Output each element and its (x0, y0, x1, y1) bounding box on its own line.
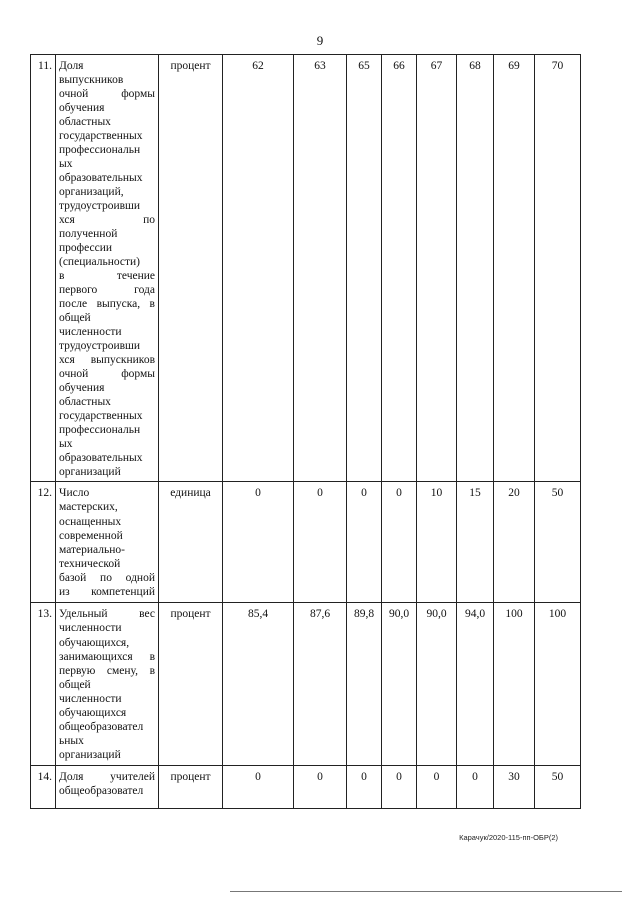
indicator-name (56, 603, 159, 766)
indicator-value: 100 (535, 603, 581, 766)
indicator-value: 63 (294, 55, 347, 482)
table-row (31, 766, 581, 809)
indicator-name-line: численности (59, 326, 122, 339)
indicator-value: 85,4 (223, 603, 294, 766)
indicator-name-line: ьных (59, 734, 84, 747)
indicator-name-line: занимающихся в (59, 650, 155, 663)
indicator-name (56, 55, 159, 482)
indicator-name-line: хся выпускников (59, 354, 155, 367)
indicator-name-line: базой по одной (59, 571, 155, 584)
indicator-name-line: первую смену, в (59, 664, 155, 677)
indicator-value: 94,0 (457, 603, 494, 766)
indicator-value: 0 (417, 766, 457, 809)
indicator-name-line: Число (59, 487, 90, 500)
indicator-name-line: обучающихся (59, 706, 127, 719)
indicator-value: 10 (417, 482, 457, 603)
indicator-value: 30 (494, 766, 535, 809)
indicator-name-line: профессии (59, 242, 113, 255)
indicator-value: 0 (347, 482, 382, 603)
indicator-name-line: материально- (59, 543, 125, 556)
row-number: 12. (31, 482, 56, 603)
indicator-value: 100 (494, 603, 535, 766)
indicator-value: 87,6 (294, 603, 347, 766)
indicator-name-line: ых (59, 438, 73, 451)
indicator-name-line: обучения (59, 382, 105, 395)
indicator-value: 0 (223, 766, 294, 809)
unit-of-measure: единица (159, 482, 223, 603)
indicator-name-line: общеобразовател (59, 785, 144, 798)
indicator-name-line: мастерских, (59, 501, 118, 514)
document-code: Карачук/2020-115-пп-ОБР(2) (459, 833, 558, 842)
indicator-value: 0 (457, 766, 494, 809)
indicator-name-line: профессиональн (59, 424, 141, 437)
indicator-name-line: обучения (59, 102, 105, 115)
indicator-value: 0 (294, 766, 347, 809)
indicator-name-line: численности (59, 622, 122, 635)
indicator-name-line: трудоустроивши (59, 340, 141, 353)
indicator-name-line: областных (59, 396, 111, 409)
indicator-value: 69 (494, 55, 535, 482)
page-number: 9 (316, 33, 324, 48)
indicator-name-line: областных (59, 116, 111, 129)
row-number: 13. (31, 603, 56, 766)
indicator-name-line: очной формы (59, 368, 155, 381)
unit-of-measure: процент (159, 603, 223, 766)
indicator-name-line: полученной (59, 228, 118, 241)
indicator-name-line: профессиональн (59, 144, 141, 157)
indicators-table (30, 54, 581, 809)
indicator-name-line: организаций, (59, 186, 124, 199)
row-number: 11. (31, 55, 56, 482)
indicator-value: 89,8 (347, 603, 382, 766)
indicator-name-line: оснащенных (59, 515, 122, 528)
indicator-value: 50 (535, 766, 581, 809)
indicator-name-line: очной формы (59, 88, 155, 101)
indicator-value: 0 (223, 482, 294, 603)
indicator-name-line: в течение (59, 270, 155, 283)
indicator-name-line: из компетенций (59, 585, 155, 598)
table-row (31, 482, 581, 603)
indicator-value: 15 (457, 482, 494, 603)
indicator-value: 67 (417, 55, 457, 482)
indicator-value: 20 (494, 482, 535, 603)
scan-edge-line (230, 891, 622, 892)
indicator-name-line: хся по (59, 214, 155, 227)
indicator-name (56, 766, 159, 809)
indicator-name-line: организаций (59, 466, 121, 479)
indicator-value: 0 (294, 482, 347, 603)
table-row (31, 603, 581, 766)
indicator-name-line: Доля (59, 60, 84, 72)
indicator-name-line: образовательных (59, 452, 143, 465)
indicator-name-line: выпускников (59, 74, 124, 87)
indicator-name-line: ых (59, 158, 73, 171)
unit-of-measure: процент (159, 55, 223, 482)
indicator-name-line: государственных (59, 130, 143, 143)
indicator-name-line: общей (59, 312, 91, 325)
indicator-value: 90,0 (417, 603, 457, 766)
indicator-name-line: Доля учителей (59, 771, 155, 784)
indicator-value: 62 (223, 55, 294, 482)
indicator-name-line: современной (59, 529, 123, 542)
unit-of-measure: процент (159, 766, 223, 809)
indicator-name-line: трудоустроивши (59, 200, 141, 213)
row-number: 14. (31, 766, 56, 809)
indicator-name-line: образовательных (59, 172, 143, 185)
indicator-name (56, 482, 159, 603)
indicator-value: 66 (382, 55, 417, 482)
indicator-value: 65 (347, 55, 382, 482)
indicator-value: 0 (347, 766, 382, 809)
indicator-name-line: технической (59, 557, 121, 570)
indicator-value: 70 (535, 55, 581, 482)
indicator-name-line: после выпуска, в (59, 298, 155, 311)
indicator-value: 50 (535, 482, 581, 603)
indicator-name-line: общеобразовател (59, 720, 144, 733)
table-row (31, 55, 581, 482)
indicator-name-line: численности (59, 692, 122, 705)
indicator-name-line: организаций (59, 748, 121, 761)
indicator-name-line: Удельный вес (59, 608, 155, 621)
indicator-name-line: (специальности) (59, 256, 140, 269)
indicator-name-line: обучающихся, (59, 636, 130, 649)
indicator-name-line: первого года (59, 284, 155, 297)
indicator-value: 0 (382, 766, 417, 809)
indicator-value: 68 (457, 55, 494, 482)
indicator-value: 90,0 (382, 603, 417, 766)
indicator-name-line: государственных (59, 410, 143, 423)
indicator-value: 0 (382, 482, 417, 603)
indicator-name-line: общей (59, 678, 91, 691)
